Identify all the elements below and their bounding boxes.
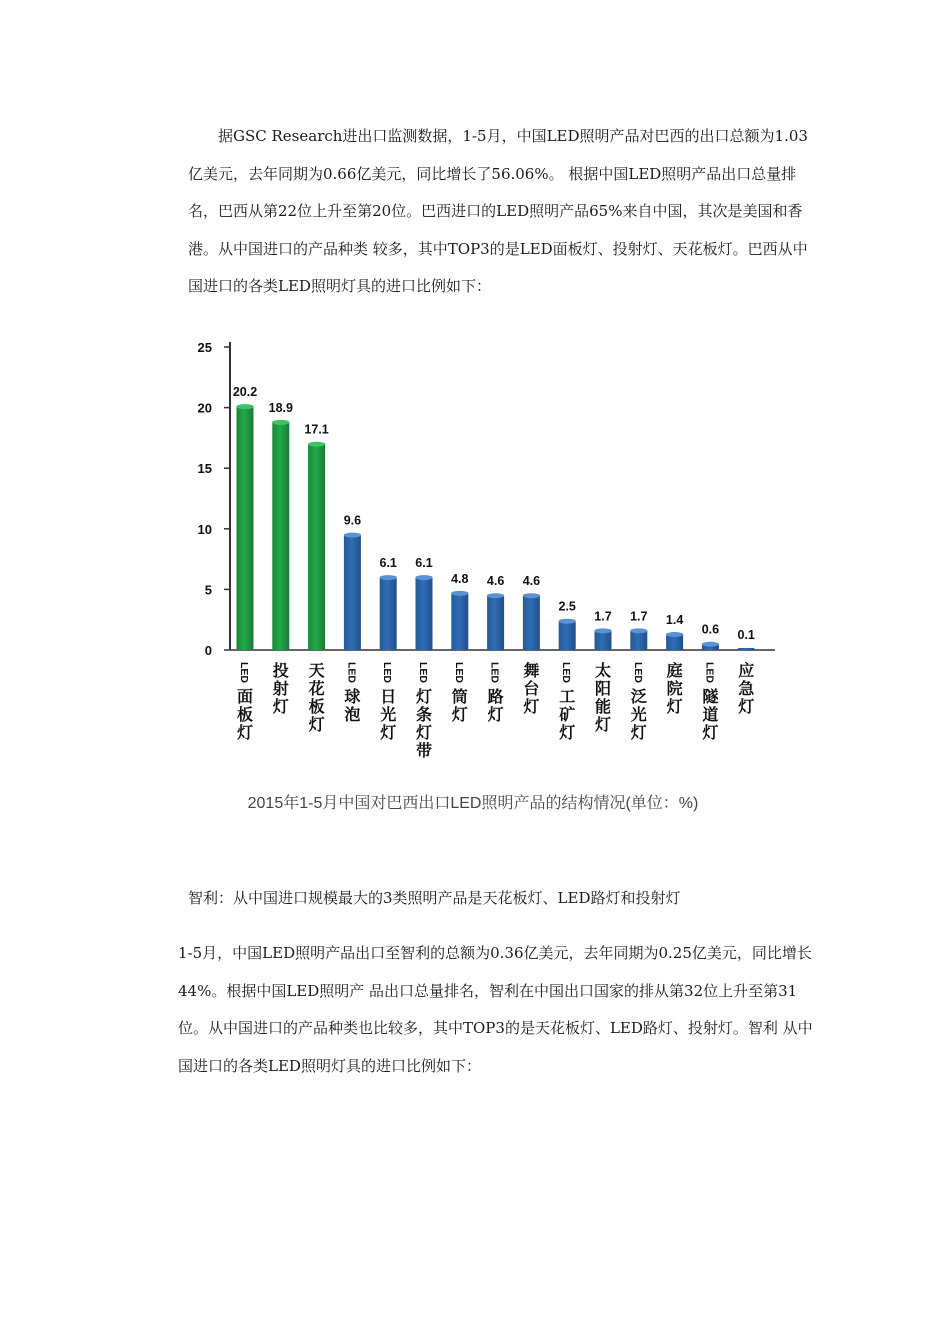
bar xyxy=(308,443,325,650)
bar xyxy=(738,648,755,650)
svg-text:LED: LED xyxy=(631,662,644,683)
value-label: 4.6 xyxy=(486,574,505,589)
svg-text:灯: 灯 xyxy=(308,715,325,734)
bar xyxy=(380,576,397,650)
svg-text:隧: 隧 xyxy=(702,687,719,706)
svg-text:条: 条 xyxy=(415,705,433,724)
svg-text:日: 日 xyxy=(380,687,397,706)
svg-text:路: 路 xyxy=(487,687,504,706)
value-label: 1.4 xyxy=(665,613,684,628)
svg-text:灯: 灯 xyxy=(415,687,433,706)
value-label: 0.6 xyxy=(701,622,720,637)
bar-cap xyxy=(237,404,254,409)
bar-cap xyxy=(559,619,576,624)
value-label: 9.6 xyxy=(343,513,362,528)
bar-cap xyxy=(380,575,397,580)
brazil-import-bar-chart xyxy=(190,330,790,830)
svg-text:带: 带 xyxy=(415,741,433,760)
svg-text:LED: LED xyxy=(488,662,501,683)
bar-cap xyxy=(272,420,289,425)
category-label xyxy=(379,662,396,742)
svg-text:天: 天 xyxy=(308,661,325,680)
svg-text:舞: 舞 xyxy=(523,661,540,680)
chart-title: 2015年1-5月中国对巴西出口LED照明产品的结构情况(单位：%) xyxy=(247,795,699,812)
y-tick-label: 20 xyxy=(197,400,212,416)
svg-text:板: 板 xyxy=(308,697,325,716)
svg-text:球: 球 xyxy=(344,687,361,706)
value-label: 17.1 xyxy=(304,422,329,437)
svg-text:投: 投 xyxy=(272,661,289,680)
category-label xyxy=(666,661,683,716)
category-label xyxy=(308,661,325,734)
svg-text:板: 板 xyxy=(236,705,254,724)
category-label xyxy=(558,662,575,742)
svg-text:灯: 灯 xyxy=(666,697,683,716)
svg-text:筒: 筒 xyxy=(451,687,468,706)
bar-cap xyxy=(308,442,325,447)
bar-cap xyxy=(523,593,540,598)
svg-text:能: 能 xyxy=(594,697,612,716)
svg-text:院: 院 xyxy=(666,679,683,698)
bar-cap xyxy=(702,642,719,647)
chile-paragraph: 1-5月，中国LED照明产品出口至智利的总额为0.36亿美元，去年同期为0.25亿美元，同比增长44%。根据中国LED照明产 品出口总量排名，智利在中国出口国家的排从第32位上升至第31位。从中国进口的产品种类也比较多，其中TOP3的是天花板灯、LED路灯、投射灯。智利 从中国进口的各类LED照明灯具的进口比例如下： xyxy=(178,944,813,1075)
svg-text:灯: 灯 xyxy=(630,723,647,742)
svg-text:泡: 泡 xyxy=(344,705,361,724)
svg-text:LED: LED xyxy=(452,662,465,683)
category-label xyxy=(594,661,611,734)
y-tick-label: 5 xyxy=(204,582,212,598)
svg-text:灯: 灯 xyxy=(451,705,468,724)
chile-heading: 智利：从中国进口规模最大的3类照明产品是天花板灯、LED路灯和投射灯 xyxy=(188,889,681,907)
y-tick-label: 25 xyxy=(197,340,212,355)
value-label: 6.1 xyxy=(415,556,433,571)
svg-text:LED: LED xyxy=(417,662,429,683)
svg-text:工: 工 xyxy=(559,687,576,706)
value-label: 18.9 xyxy=(268,400,293,415)
category-label xyxy=(487,662,504,724)
svg-text:灯: 灯 xyxy=(702,723,719,742)
svg-text:花: 花 xyxy=(308,679,325,698)
value-label: 6.1 xyxy=(379,556,397,571)
svg-text:LED: LED xyxy=(560,662,573,683)
svg-text:灯: 灯 xyxy=(487,705,504,724)
svg-text:灯: 灯 xyxy=(236,723,254,742)
value-label: 1.7 xyxy=(594,609,612,624)
svg-text:灯: 灯 xyxy=(738,697,755,716)
category-label xyxy=(701,662,719,742)
svg-text:面: 面 xyxy=(236,687,254,706)
bar xyxy=(237,405,254,650)
bar-cap xyxy=(595,628,612,633)
bar-cap xyxy=(630,628,647,633)
y-tick-label: 10 xyxy=(197,521,212,537)
svg-text:灯: 灯 xyxy=(594,715,612,734)
value-label: 4.8 xyxy=(451,571,469,586)
svg-text:光: 光 xyxy=(380,705,397,724)
value-label: 4.6 xyxy=(522,574,541,589)
svg-text:泛: 泛 xyxy=(630,687,647,706)
value-label: 0.1 xyxy=(737,628,755,642)
bar xyxy=(523,594,540,650)
svg-text:阳: 阳 xyxy=(594,679,612,698)
svg-text:太: 太 xyxy=(594,661,612,680)
bar-cap xyxy=(451,591,468,596)
category-label xyxy=(236,662,253,742)
value-label: 20.2 xyxy=(232,385,258,400)
svg-text:射: 射 xyxy=(272,679,289,698)
svg-text:灯: 灯 xyxy=(559,723,576,742)
category-label xyxy=(344,662,360,724)
svg-text:LED: LED xyxy=(345,662,358,683)
category-label xyxy=(451,662,468,724)
intro-paragraph: 据GSC Research进出口监测数据，1-5月，中国LED照明产品对巴西的出口总额为1.03亿美元，去年同期为0.66亿美元，同比增长了56.06%。 根据中国LED照明产品出口总量排名，巴西从第22位上升至第20位。巴西进口的LED照明产品65%来自中国，其次是美国和香港。从中国进口的产品种类 较多，其中TOP3的是LED面板灯、投射灯、天花板灯。巴西从中国进口的各类LED照明灯具的进口比例如下： xyxy=(188,127,808,295)
svg-text:灯: 灯 xyxy=(415,723,433,742)
svg-text:台: 台 xyxy=(523,679,540,698)
bar xyxy=(344,534,361,650)
category-label xyxy=(272,661,289,716)
bar xyxy=(272,421,289,650)
svg-text:灯: 灯 xyxy=(380,723,397,742)
category-label xyxy=(737,661,755,716)
category-label xyxy=(522,661,539,716)
svg-text:道: 道 xyxy=(702,705,719,724)
value-label: 1.7 xyxy=(630,609,648,624)
bar xyxy=(451,592,468,650)
svg-text:应: 应 xyxy=(738,661,755,680)
bar-cap xyxy=(344,533,361,538)
bar xyxy=(487,594,504,650)
category-label xyxy=(630,662,647,742)
svg-text:灯: 灯 xyxy=(523,697,540,716)
value-label: 2.5 xyxy=(558,599,576,614)
bar xyxy=(416,576,433,650)
category-label xyxy=(415,662,432,760)
svg-text:LED: LED xyxy=(381,662,394,683)
bar-cap xyxy=(416,575,433,580)
bar-cap xyxy=(666,632,683,637)
svg-text:庭: 庭 xyxy=(666,661,683,680)
bar xyxy=(559,620,576,650)
svg-text:光: 光 xyxy=(630,705,647,724)
svg-text:矿: 矿 xyxy=(559,705,576,724)
svg-text:灯: 灯 xyxy=(272,697,289,716)
y-tick-label: 15 xyxy=(197,461,212,477)
svg-text:LED: LED xyxy=(238,662,250,683)
svg-text:LED: LED xyxy=(703,662,716,683)
svg-text:急: 急 xyxy=(738,679,755,698)
bar-cap xyxy=(487,593,504,598)
y-tick-label: 0 xyxy=(204,643,212,658)
